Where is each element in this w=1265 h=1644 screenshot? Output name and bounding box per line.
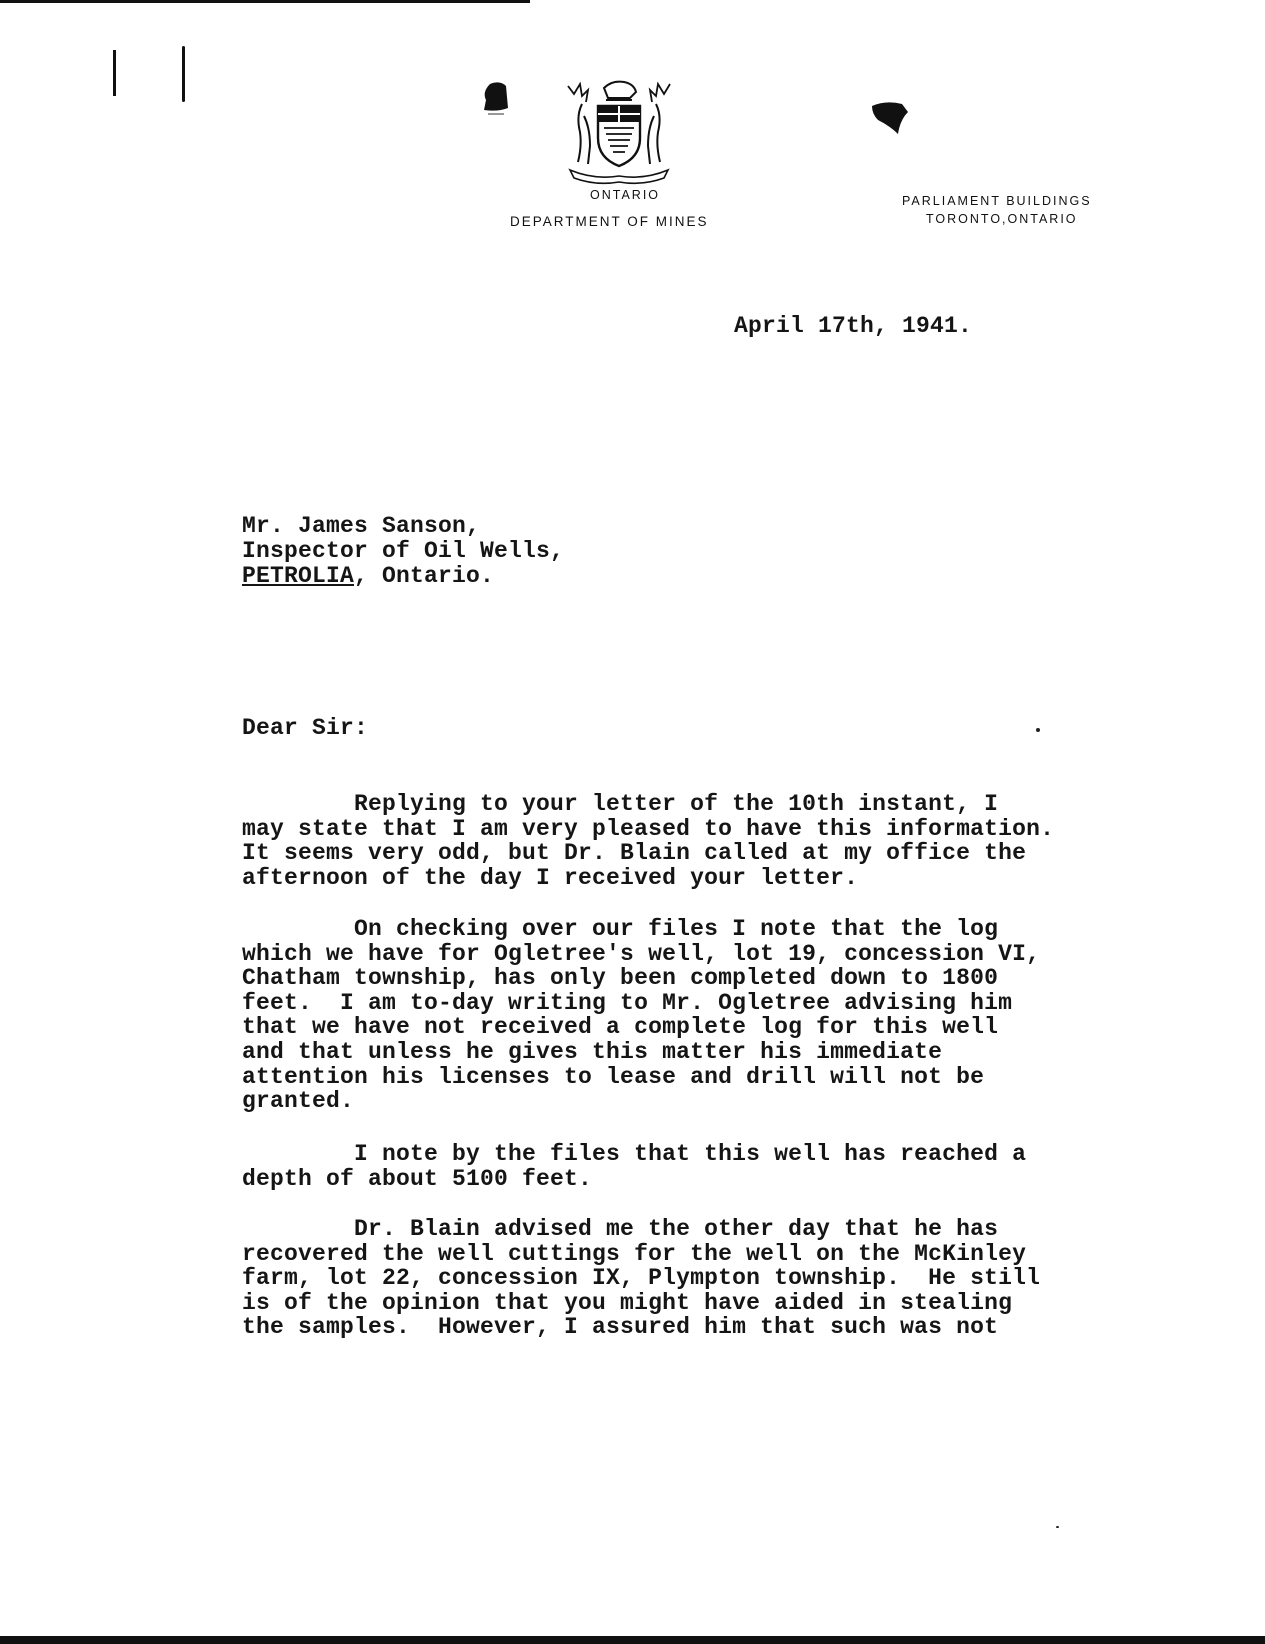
recipient-address	[242, 564, 494, 589]
paragraph-2	[242, 917, 1142, 1114]
ink-blot-right	[868, 98, 914, 140]
paragraph-line: is of the opinion that you might have aided in stealing	[242, 1289, 1013, 1316]
letterhead-address-line2: TORONTO,ONTARIO	[926, 212, 1078, 226]
letterhead-province: ONTARIO	[590, 188, 661, 202]
margin-mark-left	[113, 50, 116, 96]
paragraph-line: recovered the well cuttings for the well on the McKinley	[242, 1240, 1027, 1267]
margin-mark-right	[182, 46, 185, 102]
letterhead-department: DEPARTMENT OF MINES	[510, 214, 709, 229]
paragraph-line: Chatham township, has only been completed down to 1800	[242, 965, 999, 992]
paragraph-line: afternoon of the day I received your letter.	[242, 864, 859, 891]
recipient-name: Mr. James Sanson,	[242, 513, 481, 539]
paragraph-line: may state that I am very pleased to have this information.	[242, 815, 1055, 842]
paragraph-line: On checking over our files I note that the log	[242, 916, 999, 942]
paragraph-3	[242, 1142, 1142, 1191]
scan-bottom-edge	[0, 1636, 1265, 1644]
paragraph-line: feet. I am to-day writing to Mr. Ogletree advising him	[242, 989, 1013, 1016]
paragraph-line: and that unless he gives this matter his immediate	[242, 1038, 943, 1065]
paragraph-line: the samples. However, I assured him that such was not	[242, 1314, 999, 1341]
paragraph-line: farm, lot 22, concession IX, Plympton township. He still	[242, 1265, 1041, 1292]
paragraph-line: granted.	[242, 1088, 355, 1115]
paragraph-line: that we have not received a complete log for this well	[242, 1014, 999, 1041]
paragraph-4	[242, 1217, 1142, 1340]
paragraph-1	[242, 792, 1142, 890]
ontario-coat-of-arms	[560, 76, 678, 188]
paragraph-line: depth of about 5100 feet.	[242, 1165, 593, 1192]
recipient-city: PETROLIA	[242, 563, 355, 589]
salutation: Dear Sir:	[242, 715, 369, 741]
recipient-province: , Ontario.	[354, 563, 495, 589]
paragraph-line: Dr. Blain advised me the other day that he has	[242, 1216, 999, 1242]
paragraph-line: I note by the files that this well has reached a	[242, 1141, 1027, 1167]
stray-mark	[1056, 1526, 1059, 1528]
letterhead-address-line1: PARLIAMENT BUILDINGS	[902, 194, 1092, 208]
paragraph-line: Replying to your letter of the 10th instant, I	[242, 791, 999, 817]
letter-date: April 17th, 1941.	[734, 313, 973, 339]
scan-top-edge	[0, 0, 530, 3]
paragraph-line: It seems very odd, but Dr. Blain called at my office the	[242, 840, 1027, 867]
ink-blot-left	[478, 80, 512, 120]
paragraph-line: which we have for Ogletree's well, lot 19, concession VI,	[242, 940, 1041, 967]
stray-mark	[1036, 728, 1040, 732]
paragraph-line: attention his licenses to lease and drill will not be	[242, 1063, 985, 1090]
recipient-title: Inspector of Oil Wells,	[242, 538, 565, 564]
